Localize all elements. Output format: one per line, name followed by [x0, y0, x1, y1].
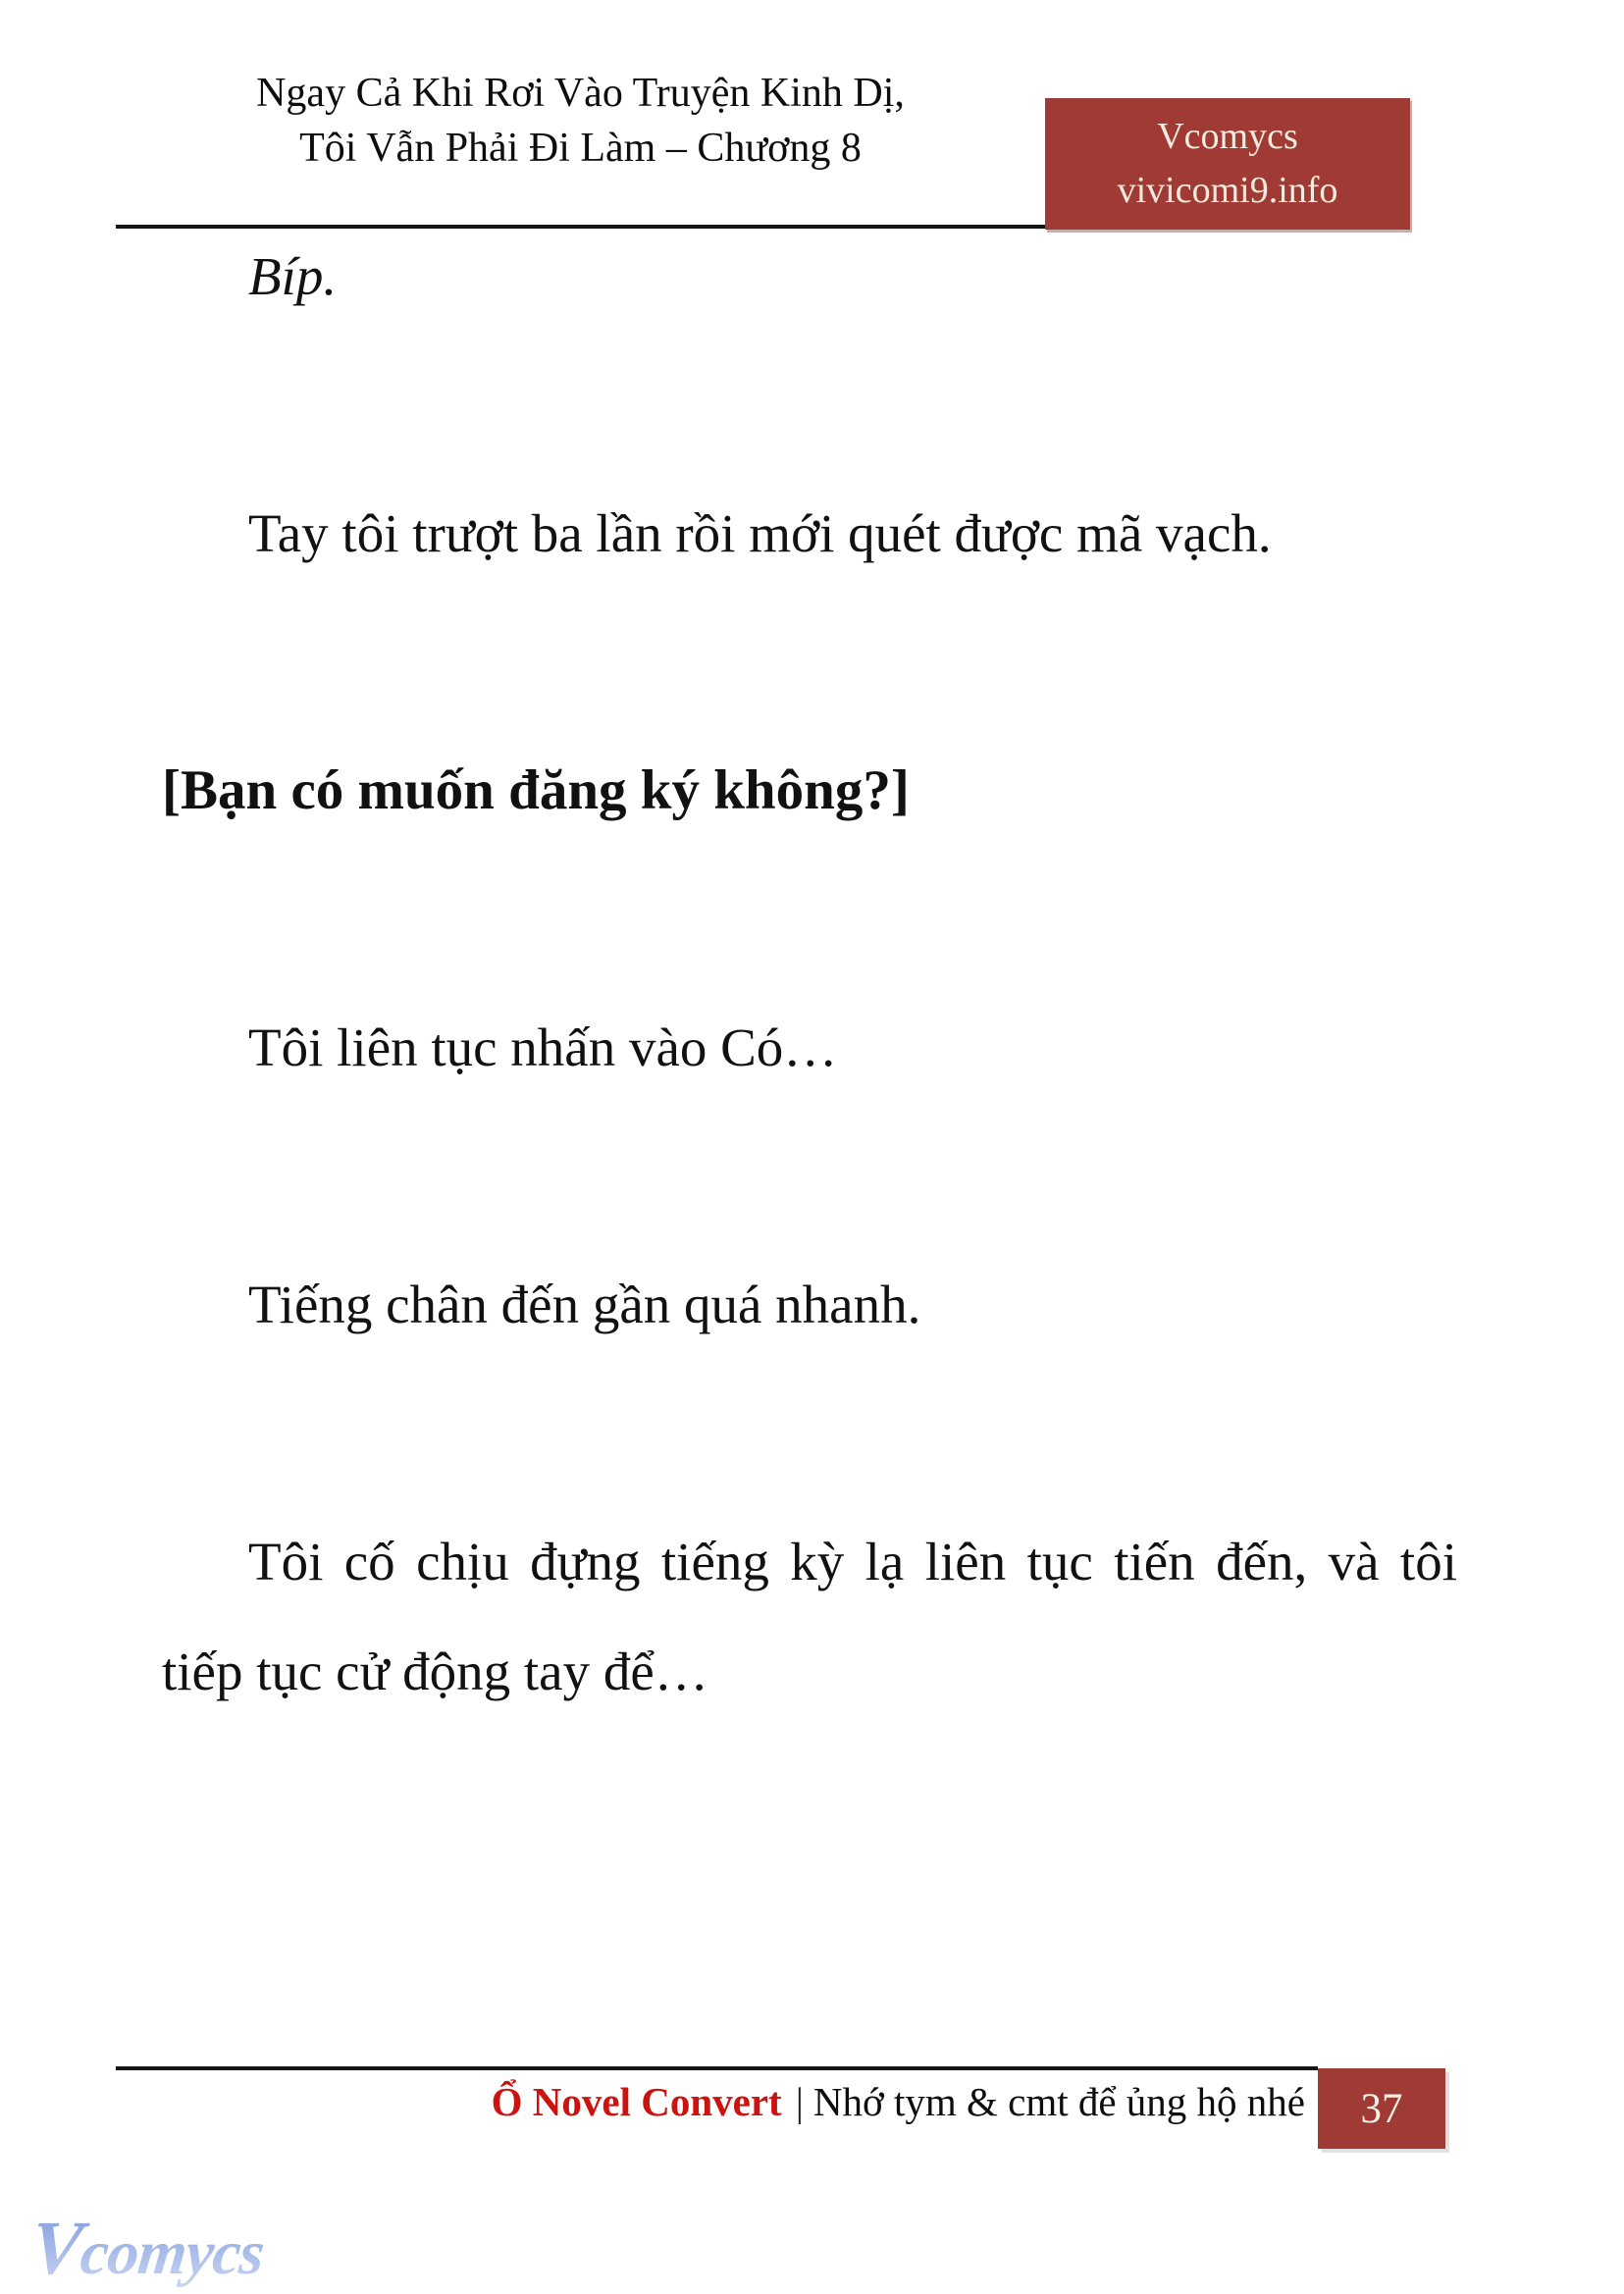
footer-brand: Ổ Novel Convert — [491, 2079, 782, 2124]
paragraph: Tiếng chân đến gần quá nhanh. — [248, 1275, 921, 1334]
footer-divider — [116, 2066, 1318, 2070]
page-number-badge — [1318, 2068, 1445, 2149]
paragraph: Tay tôi trượt ba lần rồi mới quét được mã vạch. — [248, 503, 1272, 563]
translator-badge-site: vivicomi9.info — [1117, 170, 1338, 211]
page-number: 37 — [1360, 2085, 1403, 2132]
chapter-title-line1: Ngay Cả Khi Rơi Vào Truyện Kinh Dị, — [256, 71, 905, 116]
vcomycs-watermark-logo — [26, 2204, 268, 2292]
chapter-title-line2: Tôi Vẫn Phải Đi Làm – Chương 8 — [299, 125, 862, 171]
footer — [116, 2078, 1305, 2125]
footer-separator: | — [795, 2079, 804, 2124]
chapter-body — [162, 222, 1457, 1874]
translator-badge — [1045, 98, 1410, 230]
paragraph: Tôi cố chịu đựng tiếng kỳ lạ liên tục tiến đến, và tôi tiếp tục cử động tay để… — [162, 1532, 1457, 1701]
paragraph: Tôi liên tục nhấn vào Có… — [248, 1017, 838, 1077]
chapter-title — [116, 67, 1045, 177]
translator-badge-name: Vcomycs — [1157, 115, 1298, 157]
watermark-initial: V — [26, 2205, 86, 2290]
watermark-text: comycs — [77, 2217, 268, 2287]
footer-note: Nhớ tym & cmt để ủng hộ nhé — [812, 2079, 1305, 2124]
paragraph: Bíp. — [248, 246, 338, 306]
system-message-paragraph: [Bạn có muốn đăng ký không?] — [162, 759, 910, 821]
